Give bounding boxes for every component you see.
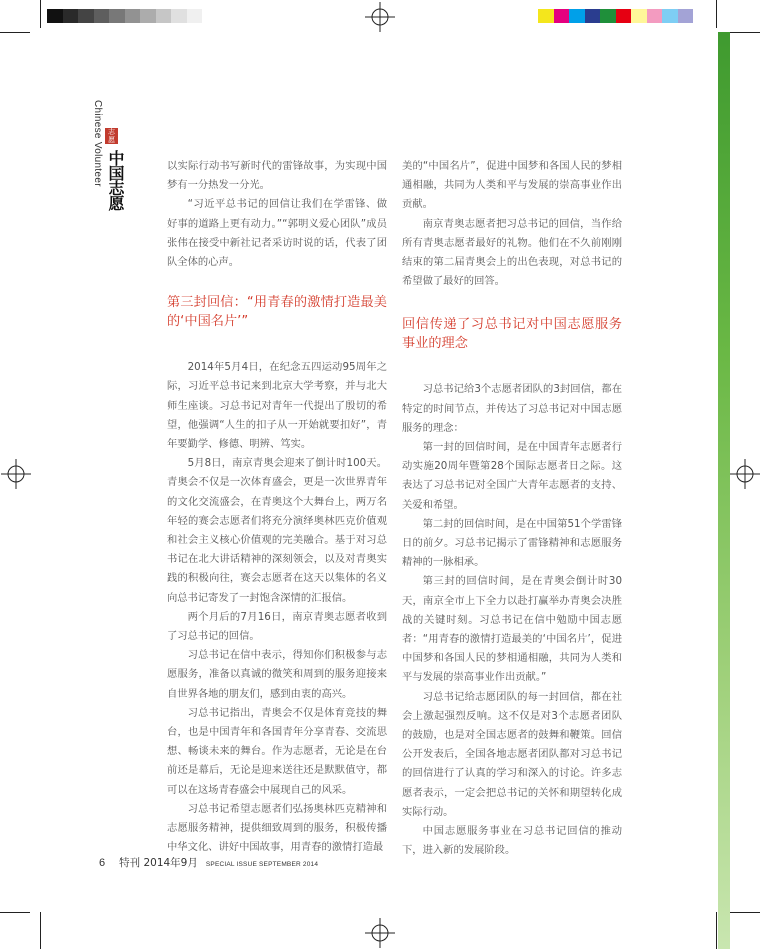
body-paragraph: 第三封的回信时间，是在青奥会倒计时30天，南京全市上下全力以赴打赢举办青奥会决胜战的关键时刻。习总书记在信中勉励中国志愿者：“用青春的激情打造最美的‘中国名片’，促进中国梦和各国人民的梦相通相融，共同为人类和平与发展的崇高事业作出贡献。”	[402, 575, 622, 684]
body-paragraph: 2014年5月4日，在纪念五四运动95周年之际，习近平总书记来到北京大学考察，并与北大师生座谈。习总书记对青年一代提出了殷切的希望，他强调“人生的扣子从一开始就要扣好”，青年要勤学、修德、明辨、笃实。	[167, 361, 387, 451]
color-swatch	[554, 9, 570, 23]
magazine-name-chinese: 中国志愿	[106, 150, 125, 210]
registration-mark	[1, 459, 31, 489]
color-swatch	[678, 9, 694, 23]
body-paragraph: 以实际行动书写新时代的雷锋故事，为实现中国梦有一分热发一分光。	[167, 160, 387, 192]
color-swatch	[662, 9, 678, 23]
magazine-name-english: Chinese Volunteer	[92, 100, 103, 187]
registration-mark	[730, 459, 760, 489]
section-heading-third-letter: 第三封回信：“用青春的激情打造最美的‘中国名片’”	[167, 295, 387, 330]
crop-mark	[716, 912, 717, 949]
color-swatch	[585, 9, 601, 23]
body-paragraph: 5月8日，南京青奥会迎来了倒计时100天。青奥会不仅是一次体育盛会，更是一次世界青年的文化交流盛会，在青奥这个大舞台上，两万名年轻的赛会志愿者们将充分演绎奥林匹克价值观和社会主义核心价值观的完美融合。基于对习总书记在北大讲话精神的深刻领会，以及对青奥实践的积极向往，赛会志愿者在这天以集体的名义向总书记寄发了一封饱含深情的汇报信。	[167, 457, 387, 604]
body-paragraph: “习近平总书记的回信让我们在学雷锋、做好事的道路上更有动力。”“郭明义爱心团队”成员张伟在接受中新社记者采访时说的话，代表了团队全体的心声。	[167, 198, 387, 269]
color-swatch	[647, 9, 663, 23]
color-swatch	[156, 9, 172, 23]
left-intro-paragraphs	[167, 157, 387, 272]
body-paragraph: 中国志愿服务事业在习总书记回信的推动下，进入新的发展阶段。	[402, 825, 622, 857]
registration-mark	[365, 918, 395, 948]
color-swatch	[47, 9, 63, 23]
left-text-column	[167, 157, 387, 858]
magazine-seal: 志愿	[105, 128, 118, 144]
issue-label-english: SPECIAL ISSUE SEPTEMBER 2014	[205, 861, 319, 868]
body-paragraph: 第一封的回信时间，是在中国青年志愿者行动实施20周年暨第28个国际志愿者日之际。这表达了习总书记对全国广大青年志愿者的支持、关爱和希望。	[402, 441, 622, 511]
body-paragraph: 习总书记给3个志愿者团队的3封回信，都在特定的时间节点，并传达了习总书记对中国志愿服务的理念：	[402, 383, 622, 434]
body-paragraph: 习总书记希望志愿者们弘扬奥林匹克精神和志愿服务精神，提供细致周到的服务，积极传播中华文化、讲好中国故事，用青春的激情打造最	[167, 802, 387, 854]
color-swatch	[538, 9, 554, 23]
color-swatch	[78, 9, 94, 23]
right-intro-paragraphs	[402, 157, 622, 291]
color-swatch	[202, 9, 218, 23]
issue-label-chinese: 特刊 2014年9月	[119, 857, 198, 869]
body-paragraph: 美的“中国名片”，促进中国梦和各国人民的梦相通相融，共同为人类和平与发展的崇高事业作出贡献。	[402, 160, 622, 211]
left-section-paragraphs	[167, 358, 387, 857]
color-swatch	[109, 9, 125, 23]
grayscale-calibration-bar	[47, 9, 218, 23]
crop-mark	[40, 912, 41, 949]
body-paragraph: 南京青奥志愿者把习总书记的回信，当作给所有青奥志愿者最好的礼物。他们在不久前刚刚结束的第二届青奥会上的出色表现，对总书记的希望做了最好的回答。	[402, 217, 622, 288]
body-paragraph: 习总书记指出，青奥会不仅是体育竞技的舞台，也是中国青年和各国青年分享青春、交流思想、畅谈未来的舞台。作为志愿者，无论是在台前还是幕后，无论是迎来送往还是默默值守，都可以在这场青春盛会中展现自己的风采。	[167, 706, 387, 796]
page-footer	[99, 855, 318, 870]
green-margin-strip	[718, 32, 730, 949]
color-swatch	[140, 9, 156, 23]
color-swatch	[569, 9, 585, 23]
page-number: 6	[99, 857, 106, 869]
crop-mark	[725, 32, 760, 33]
right-text-column	[402, 157, 622, 861]
body-paragraph: 习总书记给志愿团队的每一封回信，都在社会上激起强烈反响。这不仅是对3个志愿者团队的鼓励，也是对全国志愿者的鼓舞和鞭策。回信公开发表后，全国各地志愿者团队都对习总书记的回信进行了认真的学习和深入的讨论。许多志愿者表示，一定会把总书记的关怀和期望转化成实际行动。	[402, 690, 622, 818]
color-swatch	[631, 9, 647, 23]
body-paragraph: 两个月后的7月16日，南京青奥志愿者收到了习总书记的回信。	[167, 610, 387, 643]
crop-mark	[725, 912, 760, 913]
body-paragraph: 第二封的回信时间，是在中国第51个学雷锋日的前夕。习总书记揭示了雷锋精神和志愿服务精神的一脉相承。	[402, 517, 622, 569]
color-calibration-bar	[538, 9, 693, 23]
body-paragraph: 习总书记在信中表示，得知你们积极参与志愿服务，准备以真诚的微笑和周到的服务迎接来自世界各地的朋友们，感到由衷的高兴。	[167, 649, 387, 700]
section-heading-letter-philosophy: 回信传递了习总书记对中国志愿服务事业的理念	[402, 317, 622, 352]
registration-mark	[365, 2, 395, 32]
right-section-paragraphs	[402, 380, 622, 860]
crop-mark	[40, 0, 41, 28]
crop-mark	[0, 912, 30, 913]
crop-mark	[716, 0, 717, 28]
color-swatch	[171, 9, 187, 23]
color-swatch	[616, 9, 632, 23]
color-swatch	[63, 9, 79, 23]
color-swatch	[125, 9, 141, 23]
color-swatch	[600, 9, 616, 23]
color-swatch	[94, 9, 110, 23]
crop-mark	[0, 32, 30, 33]
color-swatch	[187, 9, 203, 23]
